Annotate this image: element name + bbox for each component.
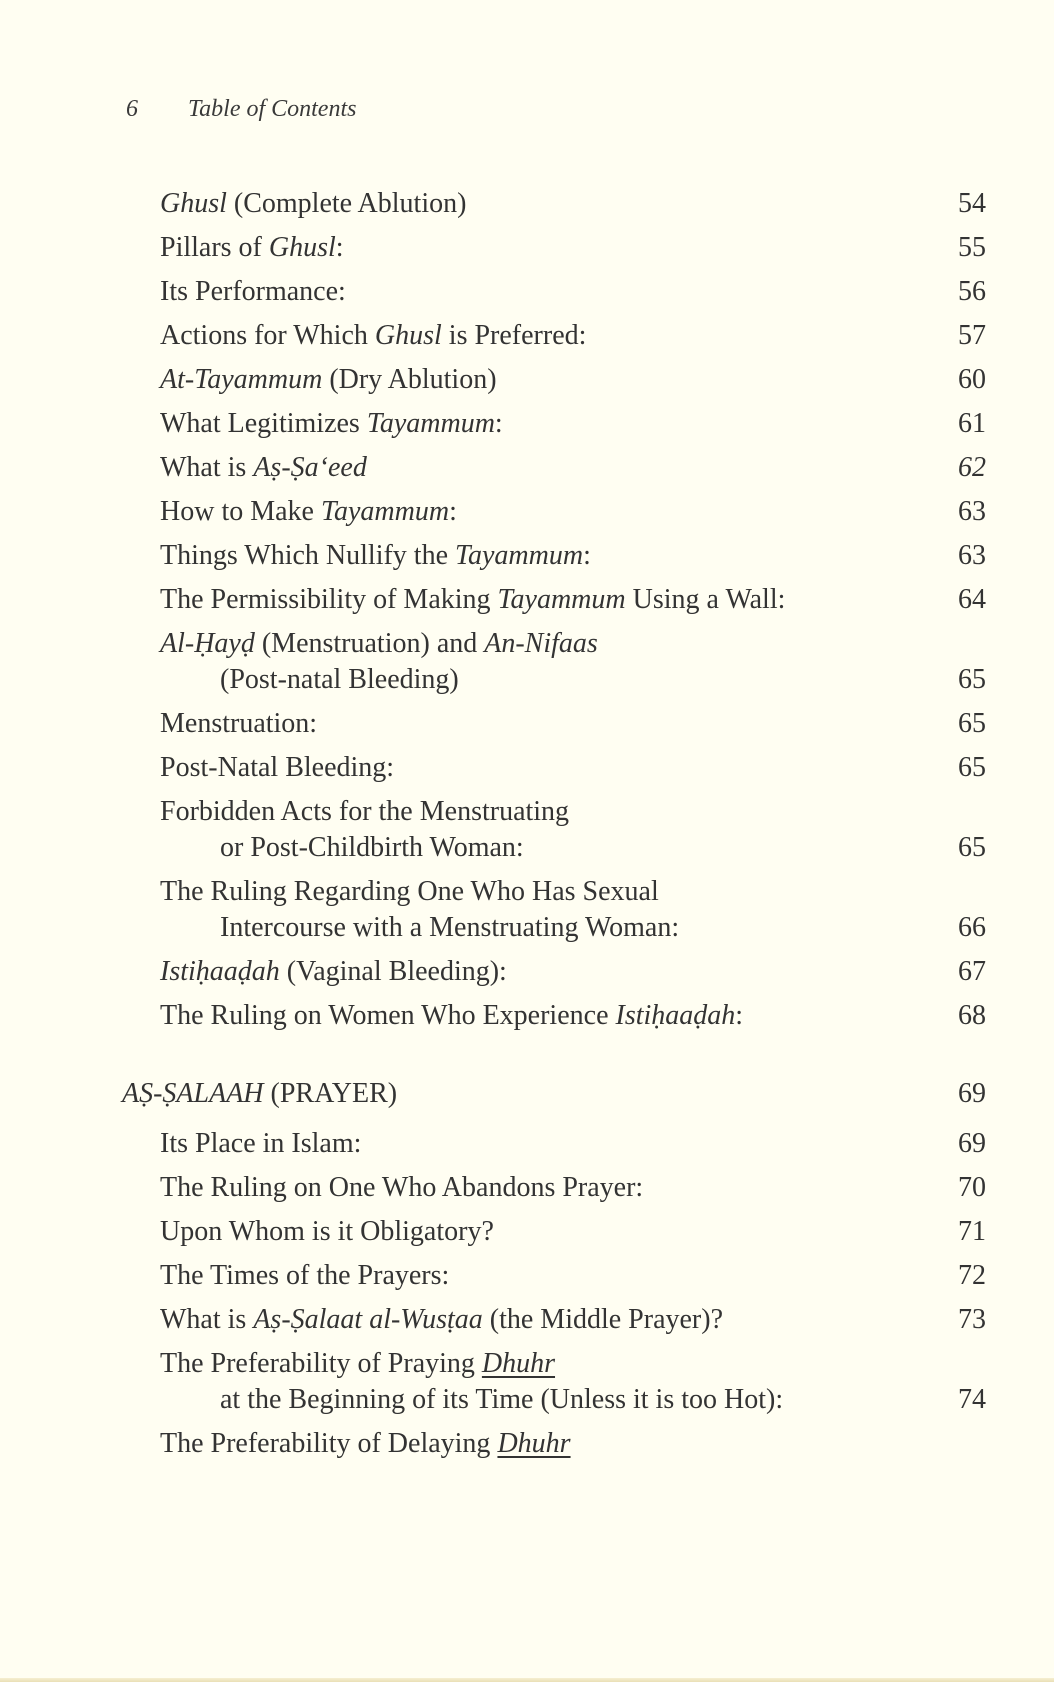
title-text: What Legitimizes — [160, 408, 367, 439]
toc-entry-title — [160, 186, 916, 222]
transliterated-term: At-Tayammum — [160, 364, 323, 395]
toc-entry-page-number: 71 — [958, 1216, 986, 1247]
title-text: The Preferability of Praying — [160, 1348, 482, 1379]
toc-entry-title — [160, 1258, 916, 1294]
toc-entry[interactable] — [160, 230, 986, 266]
title-text: The Times of the Prayers: — [160, 1260, 450, 1291]
toc-entries-prayer — [160, 1126, 986, 1462]
title-text: (Dry Ablution) — [322, 364, 497, 395]
toc-entry-page-number: 68 — [958, 1000, 986, 1031]
toc-entry-page-number: 61 — [958, 408, 986, 439]
title-text: How to Make — [160, 496, 321, 527]
toc-entry-page-number: 63 — [958, 540, 986, 571]
toc-entry-title — [160, 1426, 916, 1462]
toc-entry[interactable] — [160, 626, 986, 698]
title-text: Its Place in Islam: — [160, 1128, 362, 1159]
toc-entry-title-continuation: or Post-Childbirth Woman: — [220, 832, 524, 863]
title-text: : — [494, 408, 503, 439]
toc-entry[interactable] — [160, 1214, 986, 1250]
toc-entry-title — [160, 1170, 916, 1206]
toc-entry-page-number: 55 — [958, 232, 986, 263]
toc-entry-title — [160, 1302, 916, 1338]
toc-entry[interactable] — [160, 954, 986, 990]
transliterated-term: Ghusl — [374, 320, 442, 351]
toc-entry-page-number: 69 — [958, 1128, 986, 1159]
toc-entry-page-number: 65 — [958, 664, 986, 695]
toc-entry-title — [160, 230, 916, 266]
toc-entry[interactable] — [160, 274, 986, 310]
page-number: 6 — [126, 96, 138, 122]
toc-entry-title — [160, 362, 916, 398]
transliterated-term: Aṣ-Ṣa‘eed — [253, 452, 367, 483]
toc-entry[interactable] — [160, 1302, 986, 1338]
title-text: Things Which Nullify the — [160, 540, 455, 571]
page-edge — [0, 1678, 1054, 1682]
toc-entry[interactable] — [160, 750, 986, 786]
toc-entry-page-number: 64 — [958, 584, 986, 615]
title-text: Menstruation: — [160, 708, 318, 739]
title-text: Using a Wall: — [625, 584, 786, 615]
toc-entry[interactable] — [160, 1126, 986, 1162]
title-text: (Complete Ablution) — [226, 188, 467, 219]
toc-entry[interactable] — [160, 998, 986, 1034]
toc-entry-page-number: 65 — [958, 708, 986, 739]
toc-entry-page-number: 63 — [958, 496, 986, 527]
transliterated-term: Ghusl — [160, 188, 227, 219]
transliterated-term: Aṣ-Ṣalaat al-Wusṭaa — [253, 1304, 483, 1335]
toc-entry[interactable] — [160, 1170, 986, 1206]
toc-entry-title-continuation: Intercourse with a Menstruating Woman: — [220, 912, 680, 943]
toc-entry-page-number: 74 — [958, 1384, 986, 1415]
toc-section-heading[interactable] — [122, 1076, 986, 1112]
transliterated-term: Tayammum — [366, 408, 495, 439]
title-text: Pillars of — [160, 232, 269, 263]
toc-entry-page-number: 65 — [958, 752, 986, 783]
toc-entry[interactable] — [160, 406, 986, 442]
title-text: (Vaginal Bleeding): — [279, 956, 507, 987]
table-of-contents — [122, 186, 986, 1462]
running-head-title: Table of Contents — [188, 96, 357, 122]
toc-entry-page-number: 73 — [958, 1304, 986, 1335]
toc-entry-title — [160, 706, 916, 742]
title-text: What is — [160, 452, 254, 483]
title-text: Its Performance: — [160, 276, 346, 307]
toc-entry-title — [160, 750, 916, 786]
toc-entry[interactable] — [160, 1346, 986, 1418]
title-text: (the Middle Prayer)? — [482, 1304, 724, 1335]
toc-entry-title — [160, 318, 916, 354]
toc-entry-page-number: 62 — [958, 452, 986, 483]
toc-entry-title — [160, 1346, 916, 1382]
transliterated-term: Tayammum — [320, 496, 450, 527]
transliterated-term: Istiḥaaḍah — [160, 956, 280, 987]
toc-entry[interactable] — [160, 1258, 986, 1294]
toc-entry[interactable] — [160, 186, 986, 222]
toc-entry-page-number: 56 — [958, 276, 986, 307]
toc-entry-title — [160, 626, 916, 662]
toc-entry[interactable] — [160, 874, 986, 946]
transliterated-term: Istiḥaaḍah — [615, 1000, 736, 1031]
toc-entry-page-number: 54 — [958, 188, 986, 219]
title-text: Forbidden Acts for the Menstruating — [160, 796, 570, 827]
title-text: : — [335, 232, 344, 263]
title-text: The Ruling on Women Who Experience — [160, 1000, 616, 1031]
toc-entry[interactable] — [160, 318, 986, 354]
toc-entry-page-number: 70 — [958, 1172, 986, 1203]
title-text: The Ruling Regarding One Who Has Sexual — [160, 876, 659, 907]
transliterated-term: Tayammum — [497, 584, 626, 615]
transliterated-term: An-Nifaas — [484, 628, 598, 659]
toc-entry-title — [160, 1214, 916, 1250]
toc-entries-purification — [160, 186, 986, 1034]
title-text: The Ruling on One Who Abandons Prayer: — [160, 1172, 644, 1203]
section-page-number: 69 — [958, 1078, 986, 1109]
title-text: : — [449, 496, 457, 527]
toc-entry-page-number: 72 — [958, 1260, 986, 1291]
toc-entry[interactable] — [160, 450, 986, 486]
toc-entry[interactable] — [160, 794, 986, 866]
title-text: The Permissibility of Making — [160, 584, 498, 615]
toc-entry-title — [160, 274, 916, 310]
toc-entry-page-number: 57 — [958, 320, 986, 351]
toc-entry-page-number: 67 — [958, 956, 986, 987]
title-text: is Preferred: — [441, 320, 587, 351]
transliterated-term: Al-Ḥayḍ — [160, 628, 255, 659]
title-text: : — [735, 1000, 744, 1031]
toc-entry-title — [160, 794, 916, 830]
toc-entry-page-number: 60 — [958, 364, 986, 395]
toc-entry-page-number: 65 — [958, 832, 986, 863]
transliterated-term: Dhuhr — [481, 1348, 556, 1379]
title-text: : — [583, 540, 591, 571]
toc-entry-page-number: 66 — [958, 912, 986, 943]
transliterated-term: Tayammum — [455, 540, 584, 571]
title-text: Post-Natal Bleeding: — [160, 752, 395, 783]
title-text: What is — [160, 1304, 254, 1335]
toc-entry-title — [160, 538, 916, 574]
title-text: Upon Whom is it Obligatory? — [160, 1216, 494, 1247]
toc-entry[interactable] — [160, 494, 986, 530]
toc-entry-title — [160, 954, 916, 990]
transliterated-term: Ghusl — [268, 232, 336, 263]
toc-entry-title — [160, 450, 916, 486]
section-title: AṢ-ṢALAAH (PRAYER) — [122, 1078, 398, 1109]
toc-entry-title — [160, 874, 916, 910]
toc-entry[interactable] — [160, 538, 986, 574]
toc-entry-title — [160, 998, 916, 1034]
title-text: (Menstruation) and — [254, 628, 485, 659]
toc-entry[interactable] — [160, 362, 986, 398]
transliterated-term: Dhuhr — [497, 1428, 571, 1459]
toc-entry-title — [160, 582, 916, 618]
toc-entry-title-continuation: at the Beginning of its Time (Unless it is too Hot): — [220, 1384, 784, 1415]
title-text: Actions for Which — [160, 320, 375, 351]
running-head — [126, 96, 356, 123]
toc-entry-title-continuation: (Post-natal Bleeding) — [220, 664, 459, 695]
toc-entry-title — [160, 494, 916, 530]
title-text: The Preferability of Delaying — [160, 1428, 498, 1459]
toc-entry[interactable] — [160, 1426, 986, 1462]
toc-entry[interactable] — [160, 706, 986, 742]
toc-entry-title — [160, 406, 916, 442]
toc-entry[interactable] — [160, 582, 986, 618]
toc-entry-title — [160, 1126, 916, 1162]
